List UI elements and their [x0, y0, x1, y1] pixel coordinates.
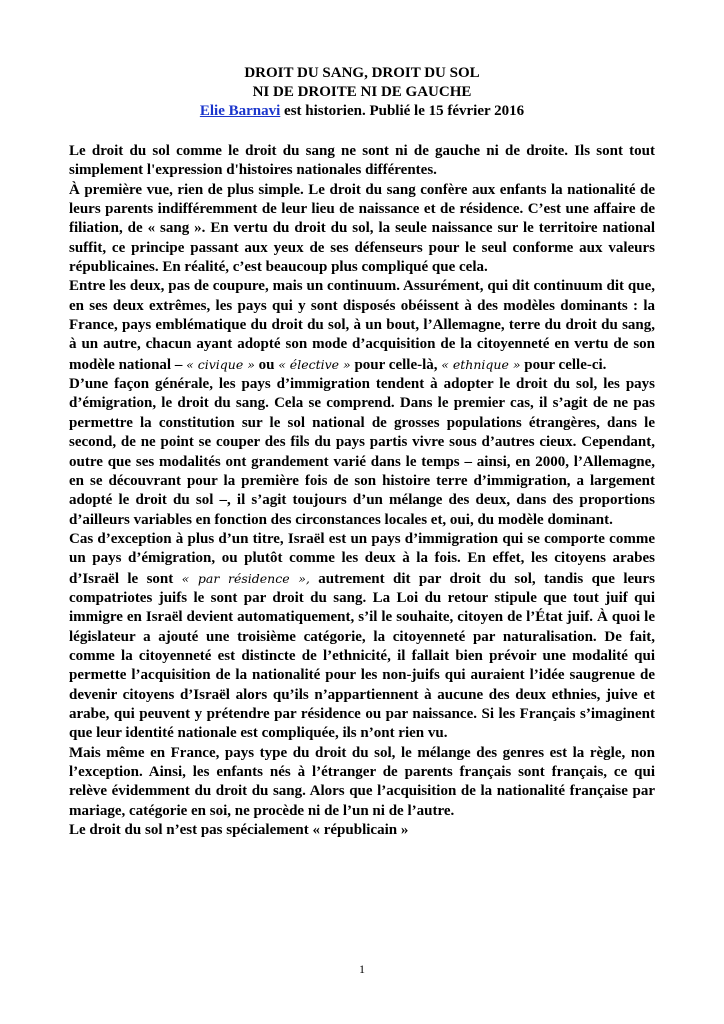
quote-elective: « élective » [278, 356, 351, 372]
paragraph-1: Le droit du sol comme le droit du sang ne sont ni de gauche ni de droite. Ils sont tout simplement l'expression d'histoires nationales différentes. [69, 143, 655, 179]
article-body [69, 142, 655, 840]
section-heading: Le droit du sol n’est pas spécialement « républicain » [69, 822, 409, 839]
title-line-1: DROIT DU SANG, DROIT DU SOL [244, 65, 480, 81]
paragraph-6: Mais même en France, pays type du droit du sol, le mélange des genres est la règle, non l’exception. Ainsi, les enfants nés à l’étranger de parents français sont français, ce qui relève évidemment du droit du sang. Alors que l’acquisition de la nationalité française par mariage, catégorie en soi, ne procède ni de l’un ni de l’autre. [69, 744, 655, 819]
paragraph-3 [69, 277, 655, 375]
document-page [69, 64, 655, 840]
paragraph-5-text-b: autrement dit par droit du sol, tandis que leurs compatriotes juifs le sont par droit du sang. La Loi du retour stipule que tout juif qui immigre en Israël devient automatiquement, s’il le souhaite, citoyen de l’État juif. À quoi le législateur a ajouté une troisième catégorie, la citoyenneté par naturalisation. De fait, comme la citoyenneté est distincte de l’ethnicité, il fallait bien prévoir une modalité qui permette l’acquisition de la nationalité pour les non-juifs qui auraient l’idée saugrenue de devenir citoyens d’Israël alors qu’ils n’appartiennent à aucune des deux ethnies, juive et arabe, qui peuvent y prétendre par résidence ou par naissance. Si les Français s’imaginent que leur identité nationale est compliquée, ils n’ont rien vu. [69, 570, 655, 742]
quote-ethnique: « ethnique » [441, 356, 521, 372]
quote-par-residence: « par résidence », [181, 570, 310, 586]
paragraph-5 [69, 530, 655, 744]
paragraph-5-text-a: Cas d’exception à plus d’un titre, Israël est un pays d’immigration qui se comporte comme un pays d’émigration, ou plutôt comme les deux à la fois. En effet, les citoyens arabes d’Israël le sont [69, 530, 655, 587]
author-link[interactable]: Elie Barnavi [199, 103, 281, 119]
paragraph-3-text-d: pour celle-ci. [520, 356, 607, 373]
paragraph-4: D’une façon générale, les pays d’immigration tendent à adopter le droit du sol, les pays d’émigration, le droit du sang. Cela se comprend. Dans le premier cas, il s’agit de ne pas permettre la constitution sur le sol national de grosses populations étrangères, dans le second, de ne point se couper des fils du pays partis vivre sous d’autres cieux. Cependant, outre que ses modalités ont grandement varié dans le temps – ainsi, en 2000, l’Allemagne, en se découvrant pour la première fois de son histoire terre d’immigration, a largement adopté le droit du sol –, il s’agit toujours d’un mélange des deux, dans des proportions d’ailleurs variables en fonction des circonstances locales et, oui, du modèle dominant. [69, 376, 655, 528]
paragraph-3-text-a: Entre les deux, pas de coupure, mais un continuum. Assurément, qui dit continuum dit que, en ses deux extrêmes, les pays qui y sont disposés obéissent à des modèles dominants : la France, pays emblématique du droit du sol, à un bout, l’Allemagne, terre du droit du sang, à un autre, chacun ayant adopté son mode d’acquisition de la citoyenneté en vertu de son modèle national – [69, 278, 655, 373]
byline [69, 102, 655, 121]
paragraph-2: À première vue, rien de plus simple. Le droit du sang confère aux enfants la nationalité de leurs parents indifféremment de leur lieu de naissance et de résidence. C’est une affaire de filiation, de « sang ». En vertu du droit du sol, la seule naissance sur le territoire national suffit, ce principe passant aux yeux de ses défenseurs pour le seul conforme aux valeurs républicaines. En réalité, c’est beaucoup plus compliqué que cela. [69, 181, 655, 276]
page-number: 1 [359, 962, 365, 976]
paragraph-3-text-c: pour celle-là, [350, 356, 442, 373]
byline-text: est historien. Publié le 15 février 2016 [280, 103, 525, 119]
quote-civique: « civique » [186, 356, 255, 372]
title-line-2: NI DE DROITE NI DE GAUCHE [252, 84, 472, 100]
paragraph-3-text-b: ou [254, 356, 279, 373]
